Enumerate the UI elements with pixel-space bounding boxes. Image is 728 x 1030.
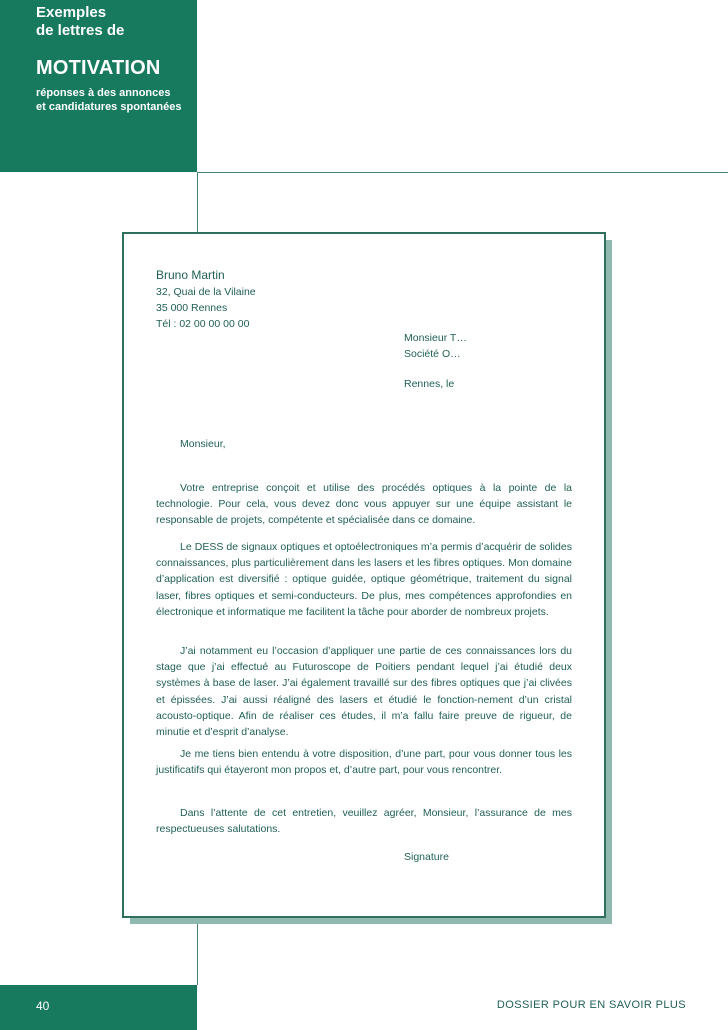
signature-label: Signature xyxy=(404,851,449,863)
salutation: Monsieur, xyxy=(180,438,226,450)
letter-paragraph: Le DESS de signaux optiques et optoélectroniques m’a permis d’acquérir de solides connaissances, plus particulièrement dans les lasers et les fibres optiques. Mon domaine d’application est diversifié : optique guidée, optique géométrique, traitement du signal laser, fibres optiques et semi-conducteurs. De plus, mes compétences approfondies en électronique et informatique me facilitent la tâche pour aborder de nombreux projets. xyxy=(156,541,572,618)
header-divider-line xyxy=(197,172,728,173)
header-line-exemples: Exemples xyxy=(36,4,107,21)
page-number: 40 xyxy=(36,999,50,1013)
letter-sheet xyxy=(122,232,606,918)
recipient-name: Monsieur T… xyxy=(404,332,467,344)
sender-city: 35 000 Rennes xyxy=(156,302,228,314)
header-block xyxy=(0,0,197,172)
letter-paragraph: Je me tiens bien entendu à votre disposition, d’une part, pour vous donner tous les justificatifs qui étayeront mon propos et, d’autre part, pour vous rencontrer. xyxy=(156,748,572,777)
sender-name: Bruno Martin xyxy=(156,268,225,282)
header-title: MOTIVATION xyxy=(36,57,161,79)
header-line-de-lettres-de: de lettres de xyxy=(36,22,125,39)
letter-paragraph: J’ai notamment eu l’occasion d’appliquer une partie de ces connaissances lors du stage que j’ai effectué au Futuroscope de Poitiers pendant lequel j’ai étudié deux systèmes à base de laser. J’ai également travaillé sur des fibres optiques que j’ai clivées et épissées. J’ai aussi réaligné des lasers et étudié le fonction-nement d’un cristal acousto-optique. Afin de réaliser ces études, il m’a fallu faire preuve de rigueur, de minutie et d’esprit d’analyse. xyxy=(156,645,572,739)
letter-paragraph: Votre entreprise conçoit et utilise des procédés optiques à la pointe de la technologie. Pour cela, vous devez donc vous appuyer sur une équipe assistant le responsable de projets, compétente et spécialisée dans ce domaine. xyxy=(156,482,572,527)
letter-paragraph: Dans l’attente de cet entretien, veuillez agréer, Monsieur, l’assurance de mes respectueuses salutations. xyxy=(156,807,572,836)
sender-address: 32, Quai de la Vilaine xyxy=(156,286,256,298)
recipient-company: Société O… xyxy=(404,348,461,360)
header-subtitle-line2: et candidatures spontanées xyxy=(36,101,182,113)
place-date: Rennes, le xyxy=(404,378,455,390)
footer-block xyxy=(0,985,197,1030)
vertical-guide-line-bottom xyxy=(197,917,198,985)
sender-phone: Tél : 02 00 00 00 00 xyxy=(156,318,250,330)
footer-series-title: DOSSIER POUR EN SAVOIR PLUS xyxy=(496,999,686,1011)
header-subtitle-line1: réponses à des annonces xyxy=(36,87,171,99)
